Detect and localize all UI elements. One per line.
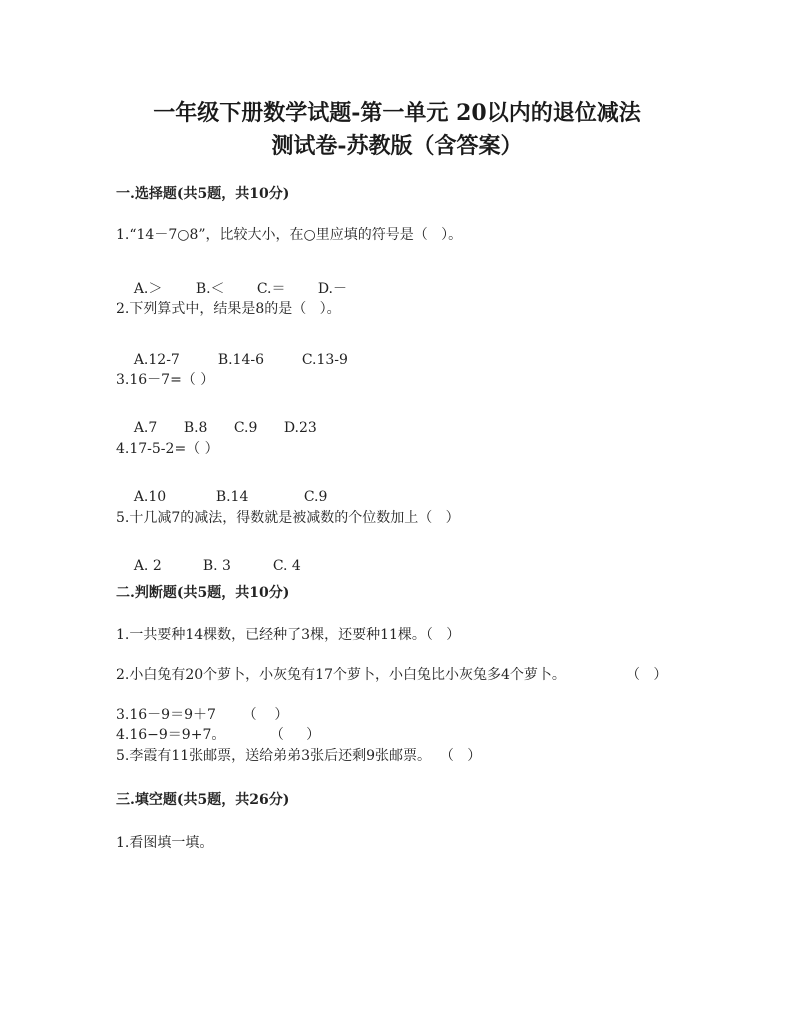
option-b: B.14 [215,489,249,505]
option-d: D.23 [283,420,317,436]
option-d: D.－ [317,281,347,297]
question-2-5: 5.李霞有11张邮票，送给弟弟3张后还剩9张邮票。 （ ） [116,748,482,764]
option-b: B. 3 [202,558,231,574]
question-1-1: 1.“14－7○8”，比较大小，在○里应填的符号是（ ）。 [116,227,463,243]
option-c: C.9 [233,420,258,436]
question-2-2: 2.小白兔有20个萝卜，小灰兔有17个萝卜，小白兔比小灰兔多4个萝卜。 [116,667,566,683]
option-b: B.＜ [195,281,225,297]
option-c: C.9 [303,489,328,505]
question-2-4: 4.16−9＝9+7。 （ ） [116,727,321,743]
option-a: A.＞ [133,281,163,297]
option-a: A.10 [133,489,167,505]
option-a: A. 2 [133,558,162,574]
question-1-4: 4.17-5-2=（ ） [116,441,219,457]
question-2-3: 3.16－9＝9＋7 （ ） [116,707,289,723]
document-title-line-2: 测试卷-苏教版（含答案） [271,133,523,159]
section-heading-fill-in: 三.填空题(共5题，共26分) [116,792,290,808]
option-a: A.7 [133,420,158,436]
option-c: C. 4 [272,558,301,574]
question-1-2: 2.下列算式中，结果是8的是（ ）。 [116,301,341,317]
document-title-line-1: 一年级下册数学试题-第一单元 20以内的退位减法 [153,100,641,126]
section-heading-judgement: 二.判断题(共5题，共10分) [116,585,290,601]
option-a: A.12-7 [133,352,180,368]
option-c: C.＝ [256,281,286,297]
option-b: B.8 [183,420,208,436]
question-3-1: 1.看图填一填。 [116,835,214,851]
question-2-1: 1.一共要种14棵数，已经种了3棵，还要种11棵。（ ） [116,627,461,643]
question-1-3: 3.16－7=（ ） [116,372,215,388]
question-1-5: 5.十几减7的减法，得数就是被减数的个位数加上（ ） [116,510,460,526]
section-heading-choice: 一.选择题(共5题，共10分) [116,186,290,202]
option-c: C.13-9 [301,352,348,368]
question-2-2-answer-blank: （ ） [626,667,668,683]
option-b: B.14-6 [217,352,265,368]
